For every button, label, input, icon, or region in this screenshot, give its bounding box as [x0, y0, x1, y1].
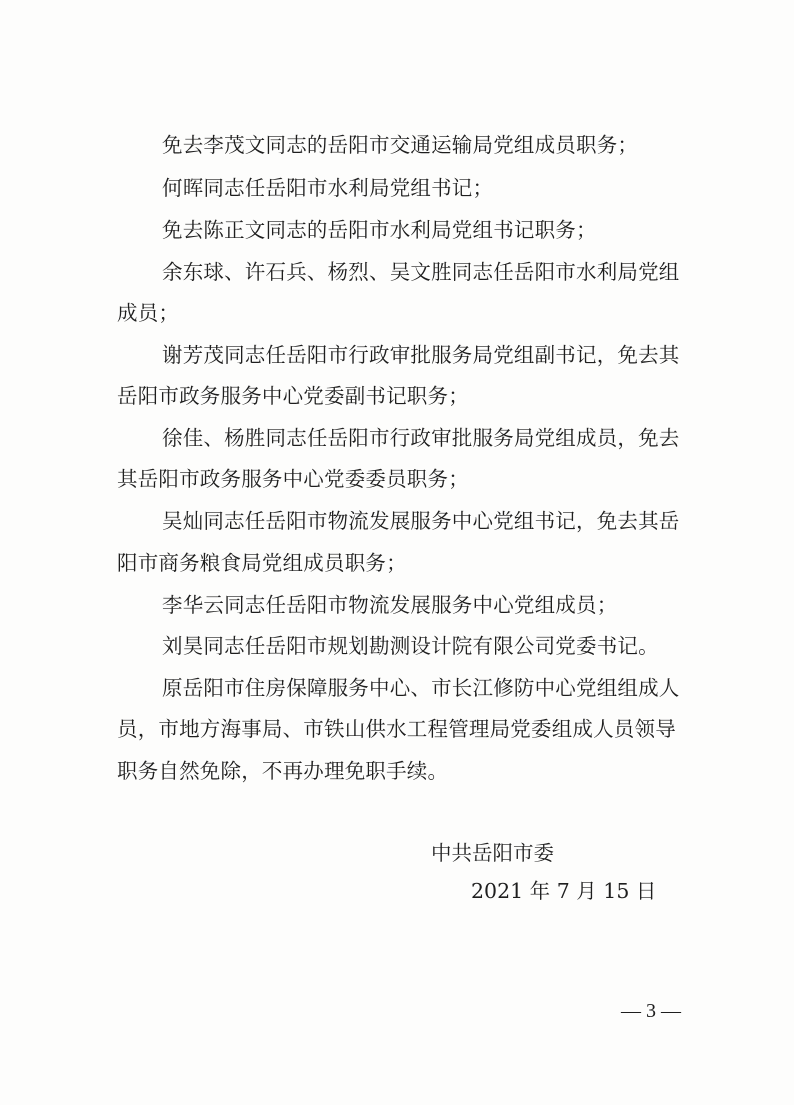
- paragraph-line: 其岳阳市政务服务中心党委委员职务；: [117, 467, 469, 491]
- paragraph-line: 阳市商务粮食局党组成员职务；: [117, 551, 407, 575]
- paragraph-line: 成员；: [117, 301, 180, 325]
- paragraph-line: 职务自然免除，不再办理免职手续。: [117, 759, 449, 783]
- issue-date: 2021 年 7 月 15 日: [471, 879, 657, 903]
- paragraph-line: 刘昊同志任岳阳市规划勘测设计院有限公司党委书记。: [162, 634, 659, 658]
- paragraph-line: 吴灿同志任岳阳市物流发展服务中心党组书记，免去其岳: [162, 509, 680, 533]
- paragraph-line: 李华云同志任岳阳市物流发展服务中心党组成员；: [162, 593, 618, 617]
- issuing-organization: 中共岳阳市委: [431, 841, 554, 865]
- page-number: — 3 —: [621, 1000, 681, 1022]
- paragraph-line: 岳阳市政务服务中心党委副书记职务；: [117, 384, 469, 408]
- paragraph-line: 免去陈正文同志的岳阳市水利局党组书记职务；: [162, 218, 597, 242]
- paragraph-line: 何晖同志任岳阳市水利局党组书记；: [162, 176, 494, 200]
- paragraph-line: 徐佳、杨胜同志任岳阳市行政审批服务局党组成员，免去: [162, 426, 680, 450]
- paragraph-line: 免去李茂文同志的岳阳市交通运输局党组成员职务；: [162, 133, 639, 157]
- paragraph-line: 原岳阳市住房保障服务中心、市长江修防中心党组组成人: [162, 676, 680, 700]
- paragraph-line: 谢芳茂同志任岳阳市行政审批服务局党组副书记，免去其: [162, 343, 680, 367]
- paragraph-line: 余东球、许石兵、杨烈、吴文胜同志任岳阳市水利局党组: [162, 260, 680, 284]
- paragraph-line: 员，市地方海事局、市铁山供水工程管理局党委组成人员领导: [117, 717, 676, 741]
